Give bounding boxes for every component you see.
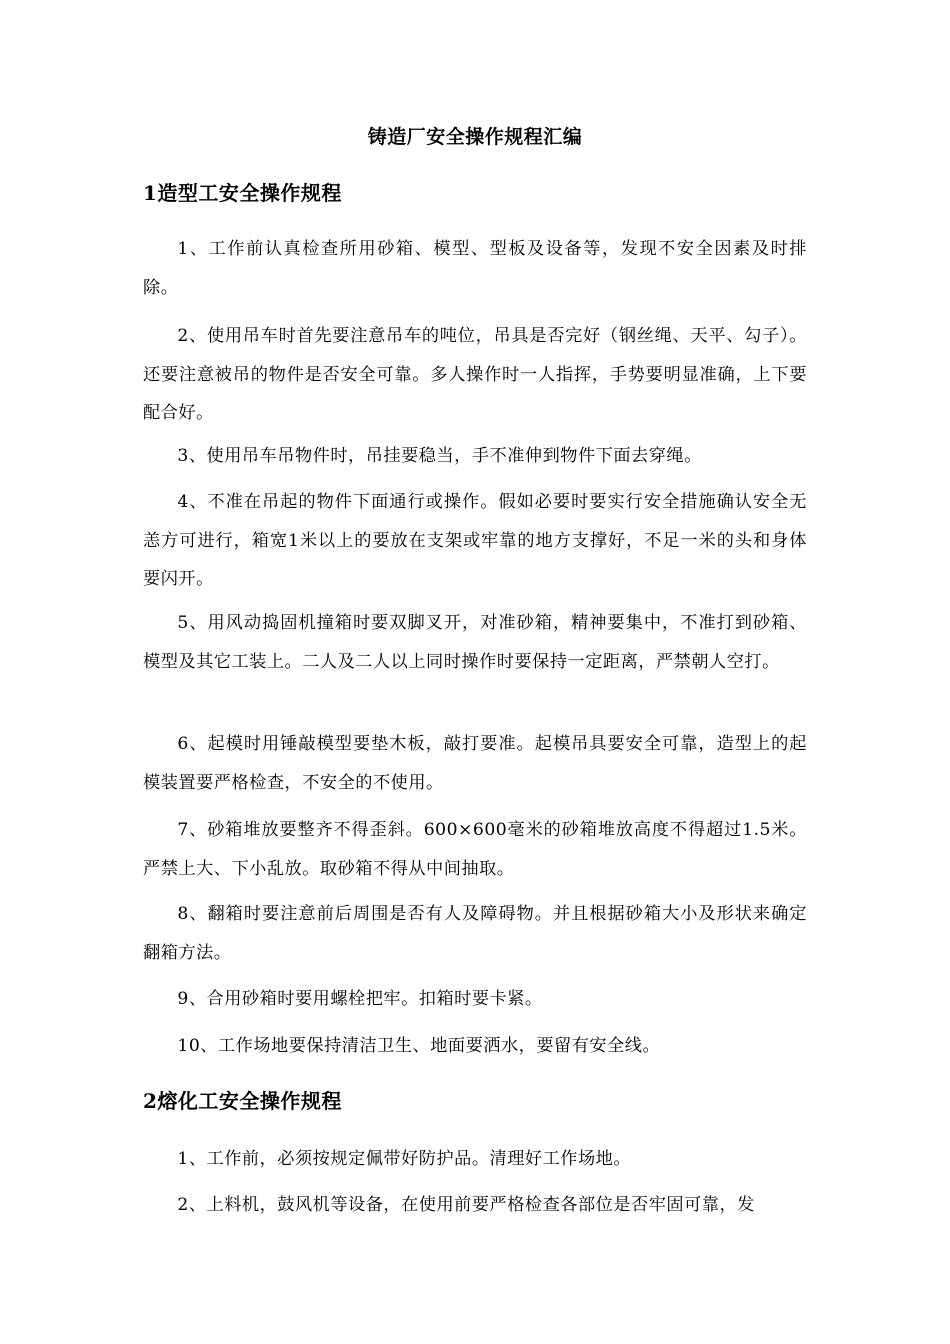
paragraph: 1、工作前，必须按规定佩带好防护品。清理好工作场地。 xyxy=(177,1149,632,1169)
section-heading-2: 2熔化工安全操作规程 xyxy=(143,1089,342,1113)
paragraph: 7、砂箱堆放要整齐不得歪斜。600×600毫米的砂箱堆放高度不得超过1.5米。严禁上大、下小乱放。取砂箱不得从中间抽取。 xyxy=(143,820,807,879)
paragraph: 5、用风动捣固机撞箱时要双脚叉开，对准砂箱，精神要集中，不准打到砂箱、模型及其它工装上。二人及二人以上同时操作时要保持一定距离，严禁朝人空打。 xyxy=(143,613,807,672)
section-heading-1: 1造型工安全操作规程 xyxy=(143,181,342,205)
paragraph: 2、使用吊车时首先要注意吊车的吨位，吊具是否完好（钢丝绳、天平、勾子）。还要注意被吊的物件是否安全可靠。多人操作时一人指挥，手势要明显准确，上下要配合好。 xyxy=(143,326,807,423)
paragraph: 9、合用砂箱时要用螺栓把牢。扣箱时要卡紧。 xyxy=(177,989,543,1009)
paragraph: 1、工作前认真检查所用砂箱、模型、型板及设备等，发现不安全因素及时排除。 xyxy=(143,239,807,298)
paragraph: 4、不准在吊起的物件下面通行或操作。假如必要时要实行安全措施确认安全无恙方可进行，箱宽1米以上的要放在支架或牢靠的地方支撑好，不足一米的头和身体要闪开。 xyxy=(143,492,807,589)
paragraph: 2、上料机，鼓风机等设备，在使用前要严格检查各部位是否牢固可靠，发 xyxy=(177,1195,755,1215)
paragraph: 10、工作场地要保持清洁卫生、地面要洒水，要留有安全线。 xyxy=(177,1036,661,1056)
paragraph: 6、起模时用锤敲模型要垫木板，敲打要准。起模吊具要安全可靠，造型上的起模装置要严格检查，不安全的不使用。 xyxy=(143,734,807,793)
paragraph: 3、使用吊车吊物件时，吊挂要稳当，手不准伸到物件下面去穿绳。 xyxy=(177,446,702,466)
paragraph: 8、翻箱时要注意前后周围是否有人及障碍物。并且根据砂箱大小及形状来确定翻箱方法。 xyxy=(143,904,807,963)
document-title: 铸造厂安全操作规程汇编 xyxy=(367,126,583,148)
